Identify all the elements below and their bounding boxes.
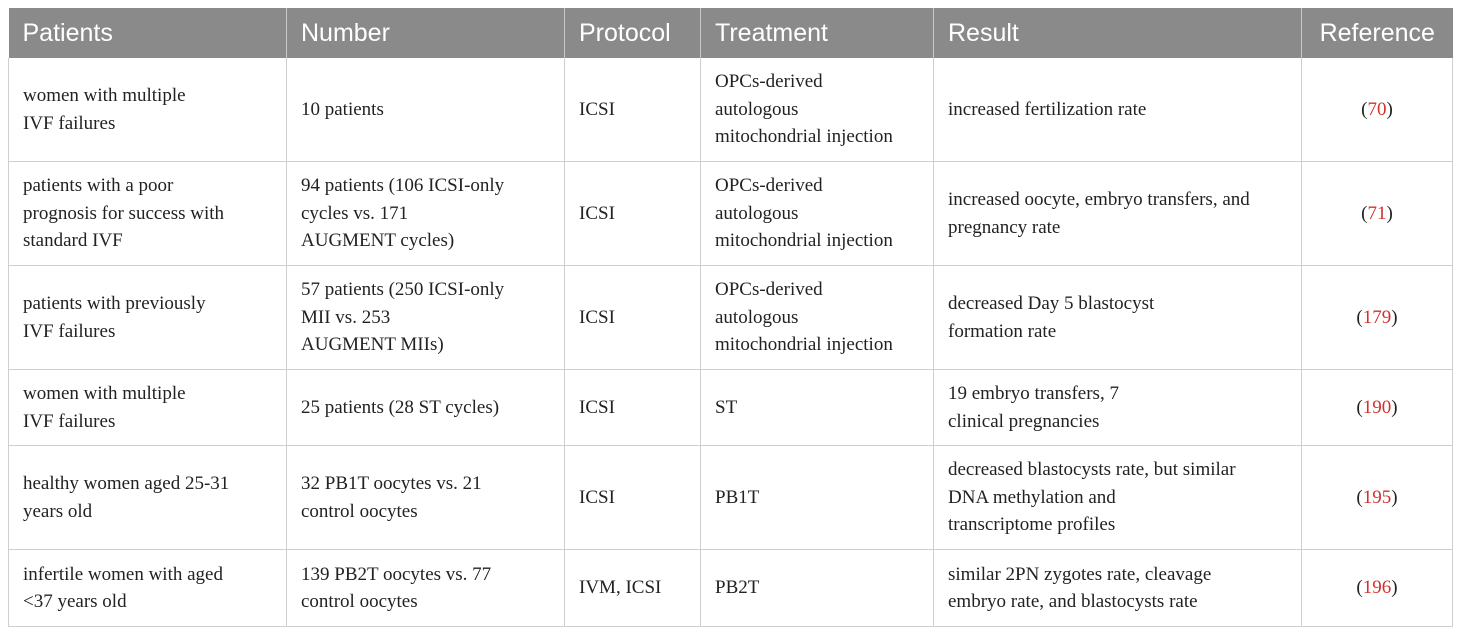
cell-result [934, 370, 1302, 446]
ref-open-paren: ( [1361, 202, 1368, 224]
ref-close-paren: ) [1391, 486, 1398, 508]
cell-text: OPCs-derived [715, 279, 823, 301]
cell-text: OPCs-derived [715, 175, 823, 197]
cell-text: 94 patients (106 ICSI-only [301, 175, 505, 197]
ref-close-paren: ) [1391, 396, 1398, 418]
cell-patients [9, 58, 287, 162]
cell-text: decreased Day 5 blastocyst [948, 293, 1155, 314]
cell-text: pregnancy rate [948, 216, 1061, 238]
cell-text: women with multiple [23, 85, 186, 106]
cell-reference [1302, 550, 1453, 627]
table-row [9, 550, 1453, 627]
cell-text: OPCs-derived [715, 71, 823, 93]
cell-text: mitochondrial injection [715, 126, 893, 148]
cell-result [934, 162, 1302, 266]
cell-text: prognosis for success with [23, 202, 225, 224]
cell-text: ICSI [579, 98, 615, 120]
cell-text: 57 patients (250 ICSI-only [301, 279, 505, 301]
cell-text: clinical pregnancies [948, 410, 1100, 432]
header-reference: Reference [1302, 8, 1453, 58]
cell-text: <37 years old [23, 591, 127, 612]
cell-protocol [565, 370, 701, 446]
reference-link[interactable]: 196 [1362, 577, 1392, 599]
cell-protocol [565, 550, 701, 627]
cell-text: patients with a poor [23, 175, 174, 197]
cell-text: IVF failures [23, 410, 116, 432]
cell-reference [1302, 58, 1453, 162]
cell-text: IVF failures [23, 320, 116, 342]
header-protocol: Protocol [565, 8, 701, 58]
cell-patients [9, 446, 287, 550]
cell-number [287, 162, 565, 266]
reference-link[interactable]: 190 [1362, 396, 1392, 418]
cell-number [287, 266, 565, 370]
cell-text: similar 2PN zygotes rate, cleavage [948, 563, 1212, 585]
cell-text: IVM, ICSI [579, 577, 662, 599]
cell-treatment [701, 162, 934, 266]
cell-text: 10 patients [301, 98, 384, 120]
header-number: Number [287, 8, 565, 58]
ref-close-paren: ) [1386, 202, 1393, 224]
cell-patients [9, 550, 287, 627]
cell-text: years old [23, 500, 93, 522]
cell-text: mitochondrial injection [715, 334, 893, 356]
cell-number [287, 370, 565, 446]
cell-text: formation rate [948, 320, 1057, 342]
cell-text: embryo rate, and blastocysts rate [948, 591, 1198, 612]
cell-treatment [701, 266, 934, 370]
cell-number [287, 446, 565, 550]
cell-text: autologous [715, 306, 799, 328]
cell-reference [1302, 162, 1453, 266]
reference-link[interactable]: 70 [1367, 98, 1387, 120]
reference-link[interactable]: 195 [1362, 486, 1392, 508]
cell-text: mitochondrial injection [715, 230, 893, 252]
cell-result [934, 266, 1302, 370]
cell-text: MII vs. 253 [301, 306, 391, 328]
cell-text: IVF failures [23, 112, 116, 134]
reference-link[interactable]: 179 [1362, 306, 1392, 328]
table-row [9, 446, 1453, 550]
ref-open-paren: ( [1356, 486, 1363, 508]
cell-text: ST [715, 396, 738, 418]
cell-text: DNA methylation and [948, 486, 1116, 508]
table-header-row [9, 8, 1453, 58]
cell-number [287, 58, 565, 162]
cell-text: ICSI [579, 486, 615, 508]
table-row [9, 266, 1453, 370]
ref-close-paren: ) [1391, 577, 1398, 599]
ref-open-paren: ( [1356, 306, 1363, 328]
header-result: Result [934, 8, 1302, 58]
reference-link[interactable]: 71 [1367, 202, 1387, 224]
cell-text: 19 embryo transfers, 7 [948, 383, 1119, 404]
table-row [9, 58, 1453, 162]
cell-reference [1302, 370, 1453, 446]
cell-text: ICSI [579, 396, 615, 418]
cell-text: standard IVF [23, 230, 123, 252]
cell-text: 32 PB1T oocytes vs. 21 [301, 473, 482, 494]
ref-close-paren: ) [1391, 306, 1398, 328]
cell-result [934, 446, 1302, 550]
header-patients: Patients [9, 8, 287, 58]
ref-close-paren: ) [1386, 98, 1393, 120]
table-row [9, 370, 1453, 446]
cell-text: control oocytes [301, 591, 418, 612]
cell-treatment [701, 550, 934, 627]
cell-number [287, 550, 565, 627]
cell-treatment [701, 370, 934, 446]
cell-protocol [565, 162, 701, 266]
cell-text: ICSI [579, 306, 615, 328]
cell-text: control oocytes [301, 500, 418, 522]
cell-protocol [565, 446, 701, 550]
cell-text: PB1T [715, 486, 760, 508]
cell-result [934, 550, 1302, 627]
cell-protocol [565, 58, 701, 162]
cell-text: patients with previously [23, 293, 206, 314]
cell-text: autologous [715, 202, 799, 224]
cell-text: AUGMENT cycles) [301, 230, 455, 252]
cell-reference [1302, 446, 1453, 550]
ref-open-paren: ( [1361, 98, 1368, 120]
cell-treatment [701, 58, 934, 162]
cell-text: transcriptome profiles [948, 514, 1116, 536]
table-row [9, 162, 1453, 266]
cell-text: cycles vs. 171 [301, 202, 409, 224]
cell-treatment [701, 446, 934, 550]
cell-text: women with multiple [23, 383, 186, 404]
cell-text: healthy women aged 25-31 [23, 473, 230, 494]
cell-patients [9, 370, 287, 446]
cell-patients [9, 162, 287, 266]
cell-text: AUGMENT MIIs) [301, 334, 444, 356]
cell-text: 139 PB2T oocytes vs. 77 [301, 563, 492, 585]
header-treatment: Treatment [701, 8, 934, 58]
cell-text: PB2T [715, 577, 760, 599]
data-table [8, 8, 1453, 627]
cell-patients [9, 266, 287, 370]
cell-text: 25 patients (28 ST cycles) [301, 396, 500, 418]
ref-open-paren: ( [1356, 577, 1363, 599]
cell-text: increased oocyte, embryo transfers, and [948, 189, 1250, 210]
cell-text: infertile women with aged [23, 563, 223, 585]
cell-text: ICSI [579, 202, 615, 224]
cell-text: autologous [715, 98, 799, 120]
cell-text: increased fertilization rate [948, 98, 1147, 120]
ref-open-paren: ( [1356, 396, 1363, 418]
cell-protocol [565, 266, 701, 370]
cell-reference [1302, 266, 1453, 370]
cell-text: decreased blastocysts rate, but similar [948, 459, 1236, 481]
cell-result [934, 58, 1302, 162]
